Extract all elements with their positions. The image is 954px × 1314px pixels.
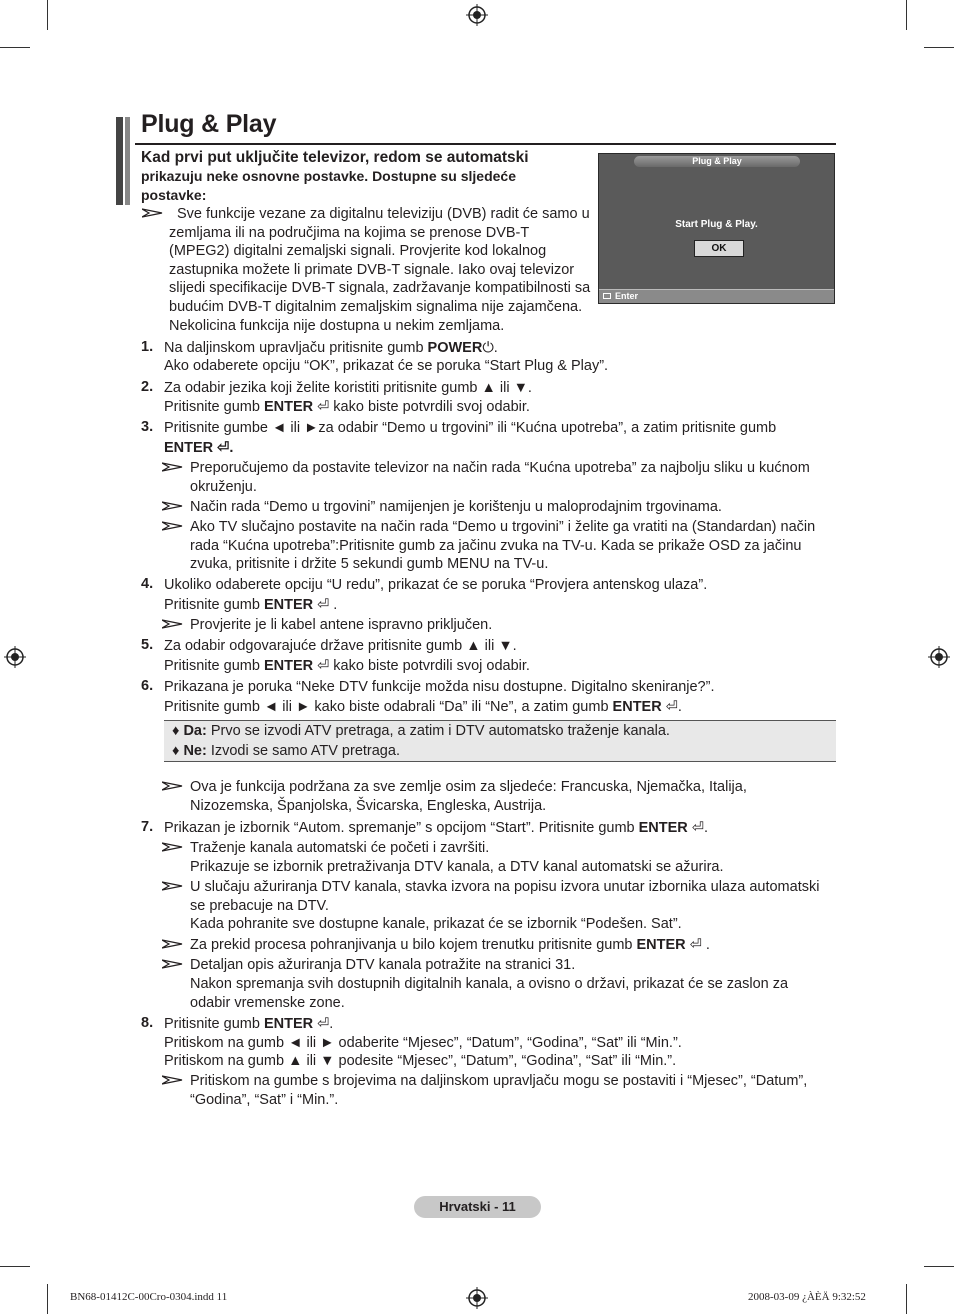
title-divider (135, 143, 836, 145)
step-7-note-4a: Detaljan opis ažuriranja DTV kanala potražite na stranici 31. (190, 957, 576, 973)
screen-footer (599, 289, 834, 303)
screen-header: Plug & Play (634, 156, 800, 167)
step-number: 3. (141, 419, 154, 435)
option-label: Ne: (183, 743, 207, 759)
step-number: 6. (141, 678, 154, 694)
note-arrow-icon (162, 1075, 184, 1085)
note-arrow-icon (162, 959, 184, 969)
step-8-line-2: Pritiskom na gumb ◄ ili ► odaberite “Mjesec”, “Datum”, “Godina”, “Sat” ili “Min.”. (164, 1035, 682, 1051)
step-3-note-1: Preporučujemo da postavite televizor na način rada “Kućna upotreba” za najbolju sliku u kućnom okruženju. (190, 460, 810, 495)
step-7-note-4b: Nakon spremanja svih dostupnih digitalnih kanala, a ovisno o državi, prikazat će se zaslon za odabir vremenske zone. (190, 976, 789, 1011)
crop-mark (906, 1284, 907, 1314)
step-2-line-2: Pritisnite gumb ENTER ⏎ kako biste potvrdili svoj odabir. (164, 399, 530, 415)
plug-and-play-screen (598, 153, 835, 304)
note-arrow-icon (162, 881, 184, 891)
file-info: BN68-01412C-00Cro-0304.indd 11 (70, 1291, 228, 1303)
crop-mark (924, 47, 954, 48)
step-7-line-1: Prikazan je izbornik “Autom. spremanje” s opcijom “Start”. Pritisnite gumb ENTER ⏎. (164, 820, 709, 836)
note-arrow-icon (162, 781, 184, 791)
title-decoration (116, 117, 132, 205)
step-7-note-1a: Traženje kanala automatski će početi i završiti. (190, 840, 490, 856)
registration-mark-icon (4, 646, 26, 668)
step-3-note-2: Način rada “Demo u trgovini” namijenjen je korištenju u maloprodajnim trgovinama. (190, 499, 722, 515)
note-arrow-icon (142, 208, 164, 218)
intro-heading: Kad prvi put uključite televizor, redom se automatski (141, 149, 529, 166)
registration-mark-icon (466, 4, 488, 26)
step-7-note-1b: Prikazuje se izbornik pretraživanja DTV kanala, a DTV kanal automatski se ažurira. (190, 859, 724, 875)
step-number: 8. (141, 1015, 154, 1031)
step-8-line-3: Pritiskom na gumb ▲ ili ▼ podesite “Mjesec”, “Datum”, “Godina”, “Sat” ili “Min.”. (164, 1053, 677, 1069)
option-text: Prvo se izvodi ATV pretraga, a zatim i DTV automatsko traženje kanala. (210, 723, 670, 739)
step-7-note-2b: Kada pohranite sve dostupne kanale, prikazat će se izbornik “Podešen. Sat”. (190, 916, 682, 932)
note-arrow-icon (162, 842, 184, 852)
crop-mark (0, 47, 30, 48)
print-timestamp: 2008-03-09 ¿ÀÈÄ 9:32:52 (748, 1291, 866, 1303)
option-ne: ♦ Ne: Izvodi se samo ATV pretraga. (172, 743, 400, 759)
step-6-line-2: Pritisnite gumb ◄ ili ► kako biste odabrali “Da” ili “Ne”, a zatim gumb ENTER ⏎. (164, 699, 682, 715)
option-label: Da: (183, 723, 207, 739)
step-8-note: Pritiskom na gumbe s brojevima na daljinskom upravljaču mogu se postaviti i “Mjesec”, “Datum”, “Godina”, “Sat” i “Min.”. (190, 1073, 808, 1108)
crop-mark (906, 0, 907, 30)
step-1-line-1: Na daljinskom upravljaču pritisnite gumb POWER⏻. (164, 340, 498, 356)
step-8-line-1: Pritisnite gumb ENTER ⏎. (164, 1016, 334, 1032)
options-box (164, 720, 836, 762)
step-5-line-1: Za odabir odgovarajuće države pritisnite gumb ▲ ili ▼. (164, 638, 517, 654)
note-arrow-icon (162, 521, 184, 531)
screen-message: Start Plug & Play. (675, 219, 758, 230)
crop-mark (47, 1284, 48, 1314)
step-number: 4. (141, 576, 154, 592)
dvb-note: Sve funkcije vezane za digitalnu televiziju (DVB) radit će samo u zemljama ili na područjima na kojima se prenose DVB-T (MPEG2) digitalni zemaljski signali. Provjerite kod lokalnog zastupnika možete li primate DVB-T signale. Iako ovaj televizor slijedi specifikacije DVB-T signala, zadržavanje kompatibilnosti sa budućim DVB-T digitalnim zemaljskim signalima nije zajamčena. Nekolicina funkcija nije dostupna u nekim zemljama. (169, 206, 591, 334)
screen-ok-button[interactable]: OK (694, 240, 744, 257)
option-text: Izvodi se samo ATV pretraga. (210, 743, 400, 759)
step-4-note: Provjerite je li kabel antene ispravno priključen. (190, 617, 493, 633)
step-3-note-3: Ako TV slučajno postavite na način rada “Demo u trgovini” i želite ga vratiti na (Standardan) način rada “Kućna upotreba”:Pritisnite gumb za jačinu zvuka na TV-u. Kada se prikaže OSD za jačinu zvuka, pritisnite i držite 5 sekundi gumb MENU na TV-u. (190, 519, 816, 573)
step-6-note: Ova je funkcija podržana za sve zemlje osim za sljedeće: Francuska, Njemačka, Italija, Nizozemska, Španjolska, Švicarska, Engleska, Austrija. (190, 779, 747, 814)
page-number: Hrvatski - 11 (414, 1196, 541, 1218)
step-number: 1. (141, 339, 154, 355)
intro-subheading: prikazuju neke osnovne postavke. Dostupne su sljedeće postavke: (141, 168, 517, 203)
crop-mark (47, 0, 48, 30)
step-number: 2. (141, 379, 154, 395)
page-title: Plug & Play (141, 110, 277, 138)
step-3-line-1: Pritisnite gumbe ◄ ili ►za odabir “Demo u trgovini” ili “Kućna upotreba”, a zatim pritisnite gumb (164, 420, 777, 436)
step-7-note-3: Za prekid procesa pohranjivanja u bilo kojem trenutku pritisnite gumb ENTER ⏎ . (190, 937, 710, 953)
note-arrow-icon (162, 501, 184, 511)
registration-mark-icon (466, 1287, 488, 1309)
option-da: ♦ Da: Prvo se izvodi ATV pretraga, a zatim i DTV automatsko traženje kanala. (172, 723, 670, 739)
step-7-note-2a: U slučaju ažuriranja DTV kanala, stavka izvora na popisu izvora unutar izbornika ulaza automatski se prebacuje na DTV. (190, 879, 820, 914)
step-number: 7. (141, 819, 154, 835)
step-6-line-1: Prikazana je poruka “Neke DTV funkcije možda nisu dostupne. Digitalno skeniranje?”. (164, 679, 715, 695)
screen-footer-label: Enter (615, 291, 639, 301)
enter-icon (603, 293, 611, 299)
step-1-line-2: Ako odaberete opciju “OK”, prikazat će se poruka “Start Plug & Play”. (164, 358, 609, 374)
note-arrow-icon (162, 619, 184, 629)
step-number: 5. (141, 637, 154, 653)
note-arrow-icon (162, 939, 184, 949)
step-5-line-2: Pritisnite gumb ENTER ⏎ kako biste potvrdili svoj odabir. (164, 658, 530, 674)
step-4-line-1: Ukoliko odaberete opciju “U redu”, prikazat će se poruka “Provjera antenskog ulaza”. (164, 577, 708, 593)
crop-mark (0, 1266, 30, 1267)
crop-mark (924, 1266, 954, 1267)
step-3-line-2: ENTER ⏎. (164, 440, 234, 456)
registration-mark-icon (928, 646, 950, 668)
step-2-line-1: Za odabir jezika koji želite koristiti pritisnite gumb ▲ ili ▼. (164, 380, 532, 396)
step-4-line-2: Pritisnite gumb ENTER ⏎ . (164, 597, 338, 613)
note-arrow-icon (162, 462, 184, 472)
